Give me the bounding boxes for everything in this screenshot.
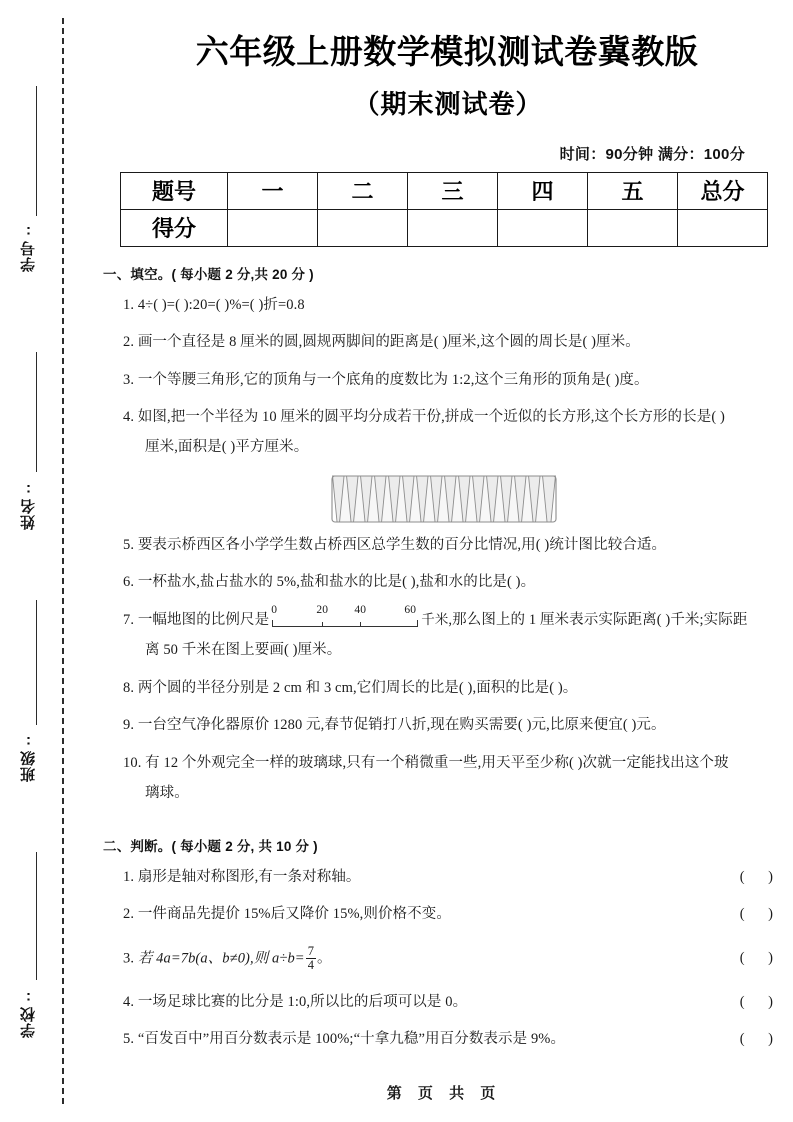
score-table-row-label-score: 得分	[121, 209, 228, 246]
question-item	[123, 602, 793, 639]
score-table-col-2: 二	[318, 172, 408, 209]
question-text: 一杯盐水,盐占盐水的 5%,盐和盐水的比是( ),盐和水的比是( )。	[137, 574, 536, 591]
map-scale-bar	[270, 604, 420, 631]
scale-label-0: 0	[271, 604, 278, 617]
fraction-denominator: 4	[307, 958, 315, 973]
question-number: 8.	[123, 679, 135, 696]
margin-label-class: 班级:	[20, 732, 37, 782]
scale-label-60: 60	[404, 604, 417, 617]
question-item	[123, 324, 793, 361]
fraction-seven-fourths	[306, 945, 316, 973]
question-text: 有 12 个外观完全一样的玻璃球,只有一个稍微重一些,用天平至少称( )次就一定能找出这个玻	[145, 754, 729, 771]
question-item	[123, 362, 793, 399]
write-line-school	[36, 852, 37, 980]
question-number: 7.	[123, 611, 135, 628]
question-text: 画一个直径是 8 厘米的圆,圆规两脚间的距离是( )厘米,这个圆的周长是( )厘米。	[137, 334, 640, 351]
question-number: 6.	[123, 574, 135, 591]
question-item	[123, 984, 793, 1021]
true-false-question-list	[95, 859, 793, 1059]
question-text-after-scalebar: ,那么图上的 1 厘米表示实际距离( )千米;实际距	[448, 611, 748, 628]
question-item	[123, 564, 793, 601]
question-item	[123, 896, 793, 933]
exam-meta-info: 时间：90分钟 满分：100分	[559, 145, 745, 163]
write-line-name	[36, 352, 37, 472]
question-item	[123, 399, 793, 436]
question-text: 两个圆的半径分别是 2 cm 和 3 cm,它们周长的比是( ),面积的比是( )。	[137, 679, 578, 696]
question-text: 厘米,面积是( )平方厘米。	[145, 439, 309, 456]
score-cell-1[interactable]	[228, 209, 318, 246]
question-text: 4÷( )=( ):20=( )%=( )折=0.8	[137, 296, 305, 313]
score-table-header-row	[121, 172, 768, 209]
question-item	[123, 859, 793, 896]
question-continuation-line	[145, 639, 793, 669]
score-table	[120, 172, 768, 247]
score-table-col-3: 三	[408, 172, 498, 209]
question-number: 3.	[123, 950, 135, 967]
question-number: 1.	[123, 296, 135, 313]
question-number: 2.	[123, 906, 135, 923]
question-number: 5.	[123, 536, 135, 553]
page-subtitle: （期末测试卷）	[353, 88, 543, 119]
question-text: 一场足球比赛的比分是 1:0,所以比的后项可以是 0。	[137, 993, 468, 1010]
section-heading-fill-in-blank: 一、填空。( 每小题 2 分,共 20 分 )	[103, 266, 314, 282]
question-continuation-line	[145, 436, 793, 466]
question-item	[123, 670, 793, 707]
question-number: 3.	[123, 371, 135, 388]
score-table-row-label-question-no: 题号	[121, 172, 228, 209]
question-number: 4.	[123, 409, 135, 425]
question-text: 璃球。	[145, 785, 189, 802]
scale-label-40: 40	[354, 604, 367, 617]
circle-sectors-rearranged-rectangle-figure	[329, 473, 559, 525]
fill-in-blank-question-list	[95, 287, 793, 813]
question-text: 一个等腰三角形,它的顶角与一个底角的度数比为 1:2,这个三角形的顶角是( )度。	[137, 371, 649, 388]
question-text: 一件商品先提价 15%后又降价 15%,则价格不变。	[137, 906, 451, 923]
question-number: 1.	[123, 868, 135, 885]
question-text: 扇形是轴对称图形,有一条对称轴。	[137, 868, 361, 885]
question-item	[123, 527, 793, 564]
write-line-student-id	[36, 86, 37, 216]
score-cell-4[interactable]	[498, 209, 588, 246]
section-heading-true-false: 二、判断。( 每小题 2 分, 共 10 分 )	[103, 838, 318, 854]
question-item	[123, 707, 793, 744]
question-number: 4.	[123, 993, 135, 1010]
answer-bracket[interactable]: ( )	[739, 949, 783, 966]
score-table-col-5: 五	[588, 172, 678, 209]
question-item	[123, 1021, 793, 1058]
question-text-after-fraction: 。	[317, 950, 332, 967]
question-text: 要表示桥西区各小学学生数占桥西区总学生数的百分比情况,用( )统计图比较合适。	[137, 536, 667, 553]
question-text: “百发百中”用百分数表示是 100%;“十拿九稳”用百分数表示是 9%。	[137, 1031, 566, 1048]
page-title: 六年级上册数学模拟测试卷冀教版	[195, 33, 699, 70]
question-text: 如图,把一个半径为 10 厘米的圆平均分成若干份,拼成一个近似的长方形,这个长方形的长是( )	[137, 409, 725, 425]
question-text-before-fraction: 若 4a=7b(a、b≠0),则 a÷b=	[137, 950, 305, 967]
score-cell-3[interactable]	[408, 209, 498, 246]
scale-tick-40	[360, 622, 361, 627]
question-text-before-scalebar: 一幅地图的比例尺是	[137, 611, 270, 628]
margin-label-student-id: 学号:	[20, 222, 37, 272]
question-number: 9.	[123, 717, 135, 734]
score-table-score-row	[121, 209, 768, 246]
page-footer: 第 页 共 页	[386, 1085, 502, 1102]
scale-tick-20	[322, 622, 323, 627]
question-continuation-line	[145, 782, 793, 812]
score-cell-total[interactable]	[678, 209, 768, 246]
answer-bracket[interactable]: ( )	[739, 868, 783, 885]
score-table-col-total: 总分	[678, 172, 768, 209]
score-table-col-1: 一	[228, 172, 318, 209]
scale-axis-line	[272, 620, 418, 627]
write-line-class	[36, 600, 37, 725]
perforation-dashed-line	[62, 18, 64, 1104]
margin-label-school: 学校:	[20, 988, 37, 1038]
fraction-numerator: 7	[307, 943, 315, 958]
scale-label-20: 20	[316, 604, 329, 617]
question-text: 一台空气净化器原价 1280 元,春节促销打八折,现在购买需要( )元,比原来便宜( )元。	[137, 717, 666, 734]
answer-bracket[interactable]: ( )	[739, 993, 783, 1010]
scale-unit-label: 千米	[421, 611, 449, 627]
score-table-col-4: 四	[498, 172, 588, 209]
question-item	[123, 745, 793, 782]
answer-bracket[interactable]: ( )	[739, 1031, 783, 1048]
question-item	[123, 287, 793, 324]
question-number: 5.	[123, 1031, 135, 1048]
score-cell-5[interactable]	[588, 209, 678, 246]
question-number: 10.	[123, 754, 142, 771]
title-block	[95, 0, 793, 121]
answer-bracket[interactable]: ( )	[739, 906, 783, 923]
exam-paper-content	[95, 0, 793, 1122]
figure-container	[95, 473, 793, 525]
score-cell-2[interactable]	[318, 209, 408, 246]
question-text: 离 50 千米在图上要画( )厘米。	[145, 642, 342, 659]
question-item	[123, 934, 793, 984]
left-margin-strip	[0, 0, 95, 1122]
question-number: 2.	[123, 334, 135, 351]
margin-label-name: 姓名:	[20, 480, 37, 530]
